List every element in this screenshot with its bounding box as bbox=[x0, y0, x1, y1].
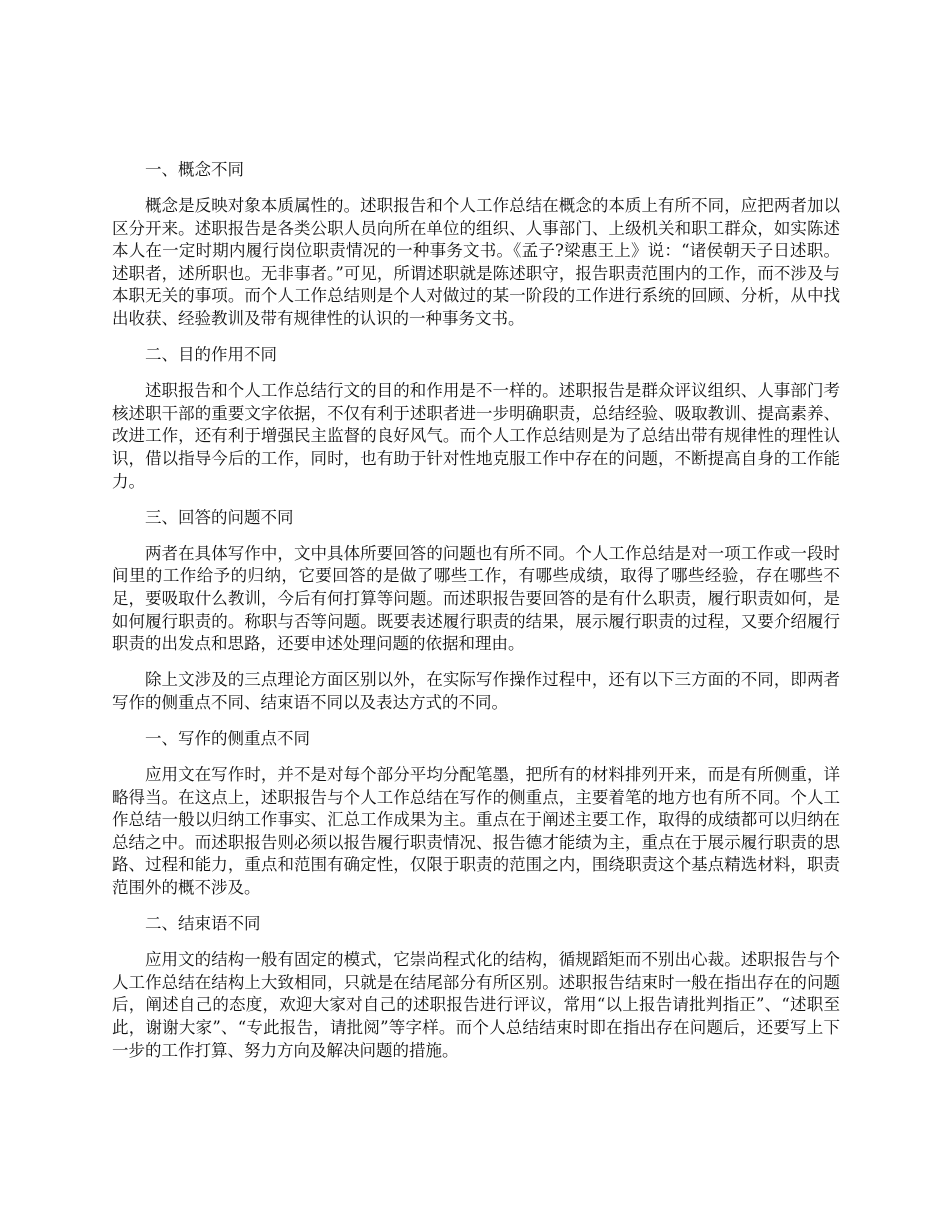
section-heading-questions: 三、回答的问题不同 bbox=[145, 507, 294, 527]
paragraph-transition: 除上文涉及的三点理论方面区别以外，在实际写作操作过程中，还有以下三方面的不同，即两者写作的侧重点不同、结束语不同以及表达方式的不同。 bbox=[112, 670, 840, 712]
paragraph-conclusion: 应用文的结构一般有固定的模式，它崇尚程式化的结构，循规蹈矩而不别出心裁。述职报告与个人工作总结在结构上大致相同，只就是在结尾部分有所区别。述职报告结束时一般在指出存在的问题后，阐述自己的态度，欢迎大家对自己的述职报告进行评议，常用“以上报告请批判指正”、“述职至此，谢谢大家”、“专此报告，请批阅”等字样。而个人总结结束时即在指出存在问题后，还要写上下一步的工作打算、努力方向及解决问题的措施。 bbox=[112, 950, 840, 1060]
paragraph-purpose: 述职报告和个人工作总结行文的目的和作用是不一样的。述职报告是群众评议组织、人事部门考核述职干部的重要文字依据，不仅有利于述职者进一步明确职责，总结经验、吸取教训、提高素养、改进工作，还有利于增强民主监督的良好风气。而个人工作总结则是为了总结出带有规律性的理性认识，借以指导今后的工作，同时，也有助于针对性地克服工作中存在的问题，不断提高自身的工作能力。 bbox=[112, 381, 840, 491]
paragraph-questions: 两者在具体写作中，文中具体所要回答的问题也有所不同。个人工作总结是对一项工作或一段时间里的工作给予的归纳，它要回答的是做了哪些工作，有哪些成绩，取得了哪些经验，存在哪些不足，要吸取什么教训，今后有何打算等问题。而述职报告要回答的是有什么职责，履行职责如何，是如何履行职责的。称职与否等问题。既要表述履行职责的结果，展示履行职责的过程，又要介绍履行职责的出发点和思路，还要申述处理问题的依据和理由。 bbox=[112, 543, 840, 654]
section-heading-purpose: 二、目的作用不同 bbox=[145, 345, 277, 365]
paragraph-emphasis: 应用文在写作时，并不是对每个部分平均分配笔墨，把所有的材料排列开来，而是有所侧重，详略得当。在这点上，述职报告与个人工作总结在写作的侧重点，主要着笔的地方也有所不同。个人工作总结一般以归纳工作事实、汇总工作成果为主。重点在于阐述主要工作，取得的成绩都可以归纳在总结之中。而述职报告则必须以报告履行职责情况、报告德才能绩为主，重点在于展示履行职责的思路、过程和能力，重点和范围有确定性，仅限于职责的范围之内，围绕职责这个基点精选材料，职责范围外的概不涉及。 bbox=[112, 765, 840, 898]
section-heading-concept: 一、概念不同 bbox=[145, 160, 244, 179]
paragraph-concept: 概念是反映对象本质属性的。述职报告和个人工作总结在概念的本质上有所不同，应把两者加以区分开来。述职报告是各类公职人员向所在单位的组织、人事部门、上级机关和职工群众，如实陈述本人在一定时期内履行岗位职责情况的一种事务文书。《孟子?梁惠王上》说：“诸侯朝天子日述职。述职者，述所职也。无非事者。”可见，所谓述职就是陈述职守，报告职责范围内的工作，而不涉及与本职无关的事项。而个人工作总结则是个人对做过的某一阶段的工作进行系统的回顾、分析，从中找出收获、经验教训及带有规律性的认识的一种事务文书。 bbox=[112, 196, 840, 329]
section-heading-emphasis: 一、写作的侧重点不同 bbox=[145, 728, 310, 748]
document-body bbox=[112, 159, 840, 1076]
section-heading-conclusion: 二、结束语不同 bbox=[145, 914, 261, 934]
